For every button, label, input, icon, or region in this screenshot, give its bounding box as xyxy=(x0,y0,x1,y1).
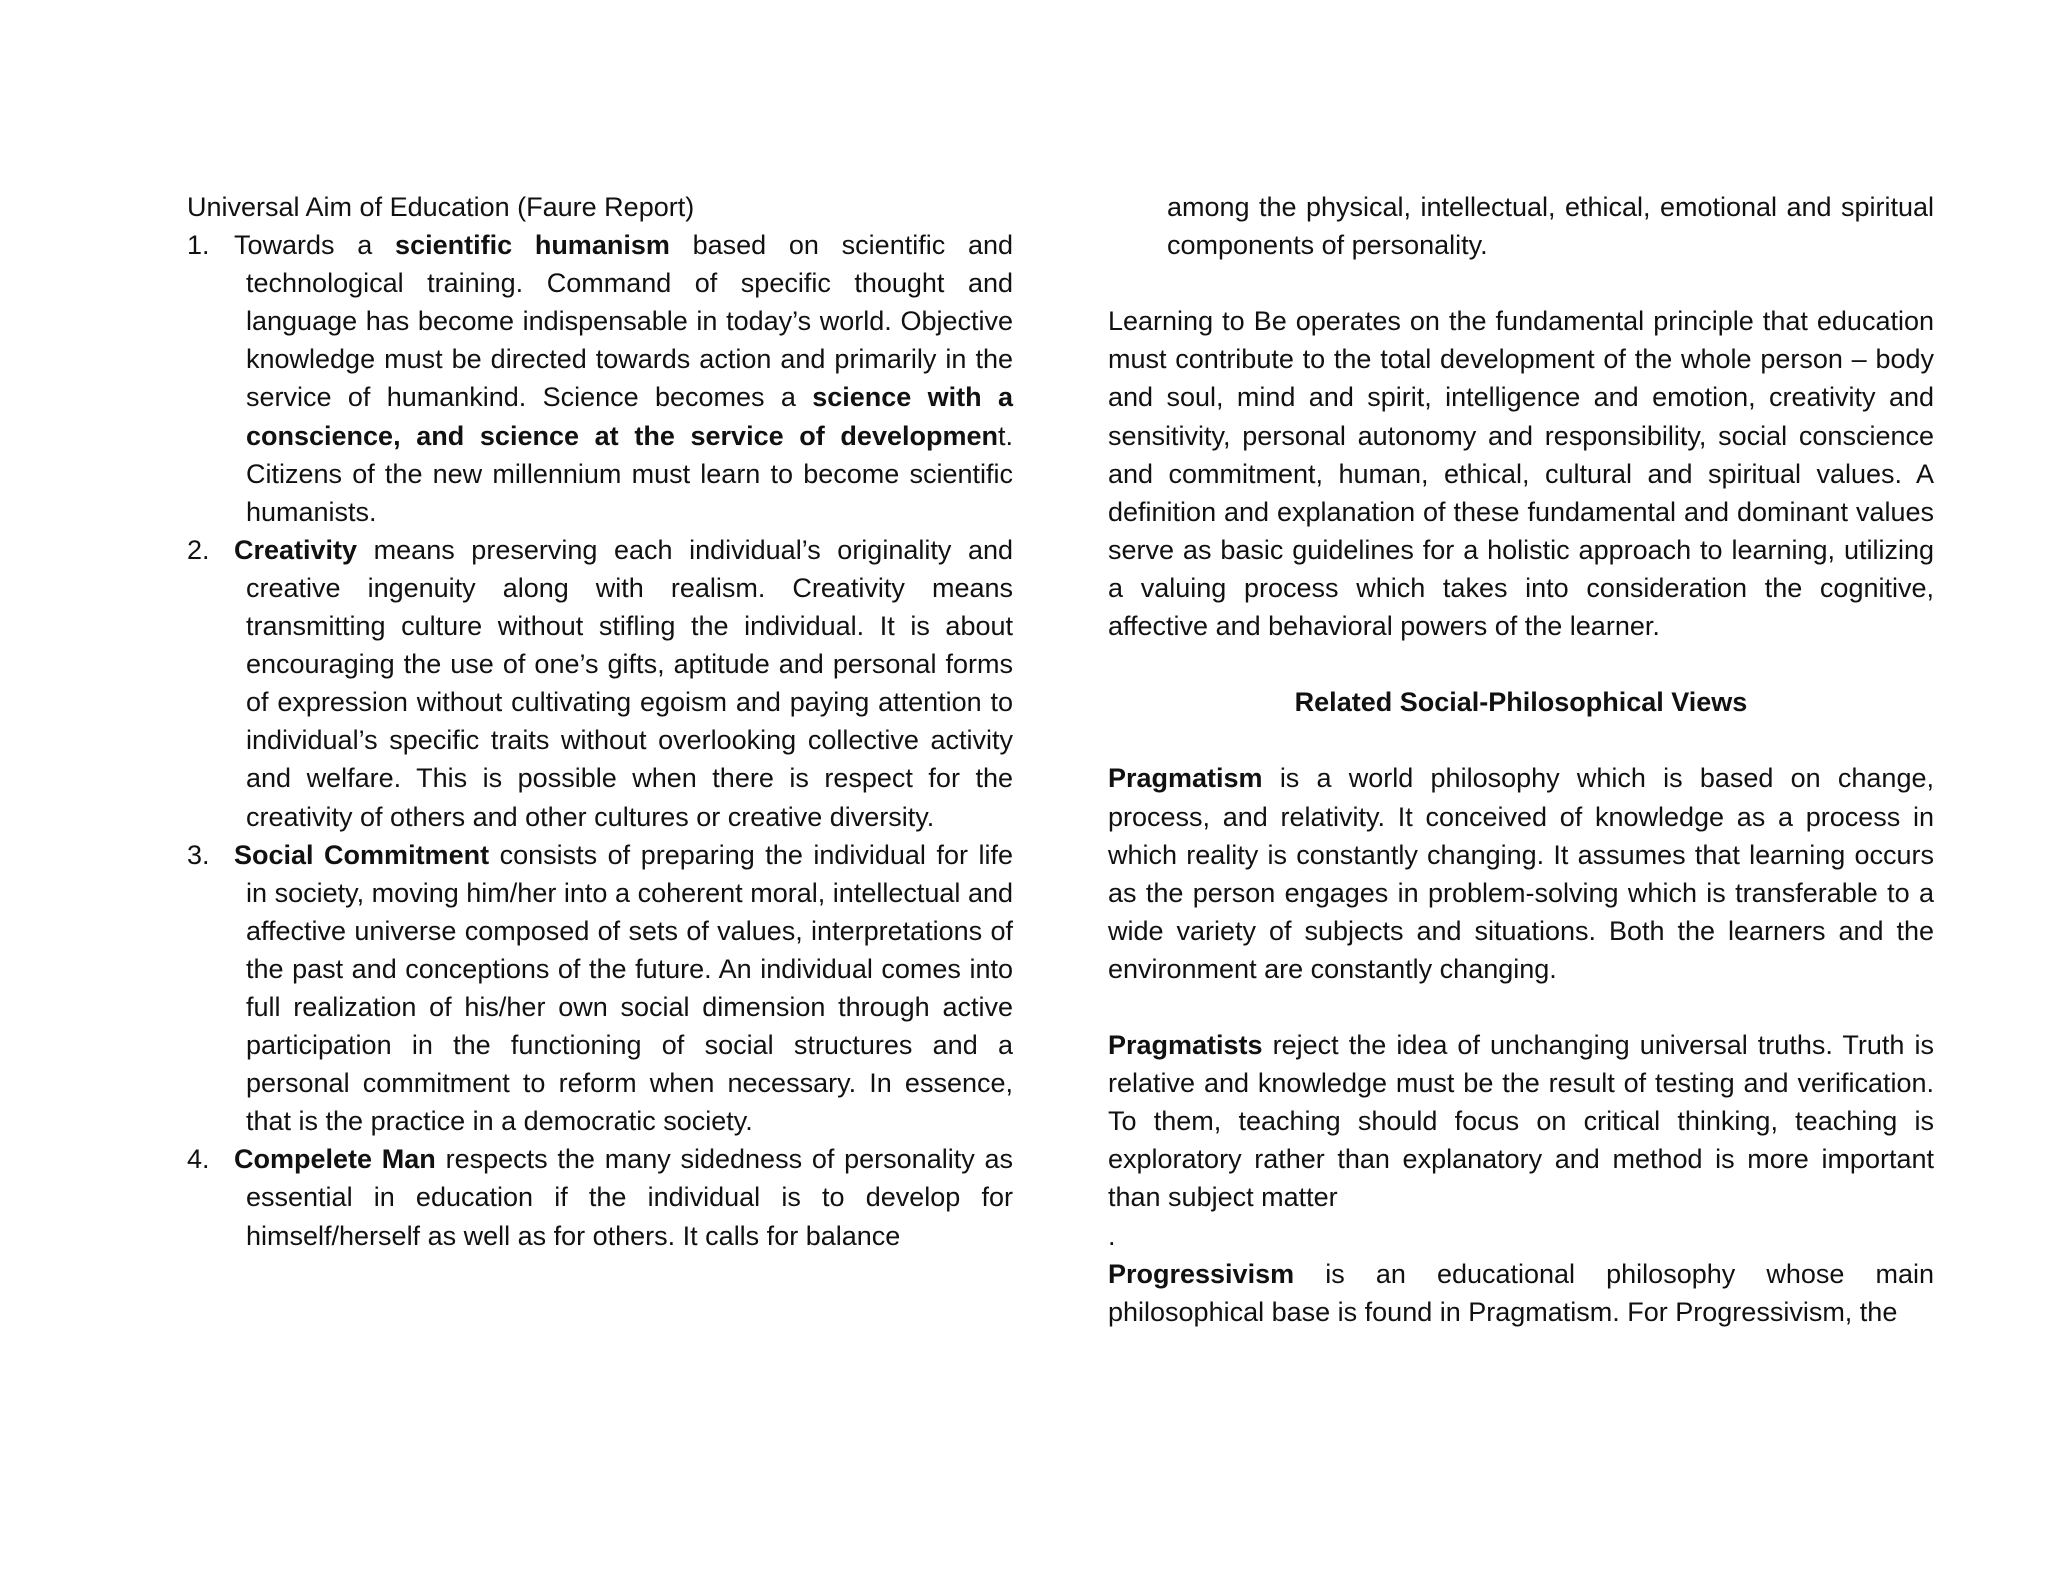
section-heading: Related Social-Philosophical Views xyxy=(1294,687,1748,718)
pragmatism-paragraph xyxy=(1108,759,1934,988)
paragraph-spacer xyxy=(1108,264,1934,302)
item-text: means preserving each individual’s originality and creative ingenuity along with realism. Creativity means transmitting culture without stifling the individual. It is about encouraging the use of one’s gifts, aptitude and personal forms of expression without cultivating egoism and paying attention to individual’s specific traits without overlooking collective activity and welfare. This is possible when there is respect for the creativity of others and other cultures or creative diversity. xyxy=(246,534,1013,832)
stray-period: . xyxy=(1108,1220,1116,1251)
list-number: 4. xyxy=(187,1144,210,1175)
item-lead-text: Towards a xyxy=(234,230,373,261)
item-bold-term: scientific humanism xyxy=(395,230,670,261)
list-number: 1. xyxy=(187,230,210,261)
progressivism-text: is an educational philosophy whose main philosophical base is found in Pragmatism. For Progressivism, the xyxy=(1108,1258,1934,1327)
paragraph-spacer xyxy=(1108,988,1934,1026)
term-pragmatists: Pragmatists xyxy=(1108,1030,1263,1061)
pragmatists-text: reject the idea of unchanging universal truths. Truth is relative and knowledge must be the result of testing and verification. To them, teaching should focus on critical thinking, teaching is exploratory rather than explanatory and method is more important than subject matter xyxy=(1108,1030,1934,1213)
paragraph-spacer xyxy=(1108,721,1934,759)
list-item xyxy=(187,836,1013,1141)
list-number: 3. xyxy=(187,839,210,870)
continued-list-text: among the physical, intellectual, ethical, emotional and spiritual components of personality. xyxy=(1167,192,1934,261)
left-column xyxy=(187,188,1013,1255)
list-item xyxy=(187,1140,1013,1254)
term-pragmatism: Pragmatism xyxy=(1108,763,1263,794)
pragmatists-paragraph xyxy=(1108,1026,1934,1216)
item-text: consists of preparing the individual for life in society, moving him/her into a coherent moral, intellectual and affective universe composed of sets of values, interpretations of the past and conceptions of the future. An individual comes into full realization of his/her own social dimension through active participation in the functioning of social structures and a personal commitment to reform when necessary. In essence, that is the practice in a democratic society. xyxy=(246,839,1013,1137)
item-bold-term: Social Commitment xyxy=(234,839,490,870)
progressivism-paragraph xyxy=(1108,1255,1934,1331)
paragraph-spacer xyxy=(1108,645,1934,683)
item-text: respects the many sidedness of personality as essential in education if the individual is to develop for himself/herself as well as for others. It calls for balance xyxy=(246,1144,1013,1251)
item-bold-phrase: science with a conscience, and science at the service of developmen xyxy=(246,382,1013,451)
learning-to-be-paragraph: Learning to Be operates on the fundamental principle that education must contribute to the total development of the whole person – body and soul, mind and spirit, intelligence and emotion, creativity and sensitivity, personal autonomy and responsibility, social conscience and commitment, human, ethical, cultural and spiritual values. A definition and explanation of these fundamental and dominant values serve as basic guidelines for a holistic approach to learning, utilizing a valuing process which takes into consideration the cognitive, affective and behavioral powers of the learner. xyxy=(1108,306,1934,642)
list-number: 2. xyxy=(187,534,210,565)
pragmatism-text: is a world philosophy which is based on change, process, and relativity. It conceived of knowledge as a process in which reality is constantly changing. It assumes that learning occurs as the person engages in problem-solving which is transferable to a wide variety of subjects and situations. Both the learners and the environment are constantly changing. xyxy=(1108,763,1934,984)
term-progressivism: Progressivism xyxy=(1108,1258,1295,1289)
right-column xyxy=(1108,188,1934,1331)
aims-list xyxy=(187,226,1013,1255)
item-text: based on scientific and technological training. Command of specific thought and language has become indispensable in today’s world. Objective knowledge must be directed towards action and primarily in the service of humankind. Science becomes a xyxy=(246,230,1013,413)
list-item xyxy=(187,226,1013,531)
item-bold-term: Creativity xyxy=(234,534,358,565)
list-item xyxy=(187,531,1013,836)
section-title: Universal Aim of Education (Faure Report) xyxy=(187,192,695,222)
item-bold-term: Compelete Man xyxy=(234,1144,436,1175)
item-text-continued: t. Citizens of the new millennium must learn to become scientific humanists. xyxy=(246,420,1013,527)
